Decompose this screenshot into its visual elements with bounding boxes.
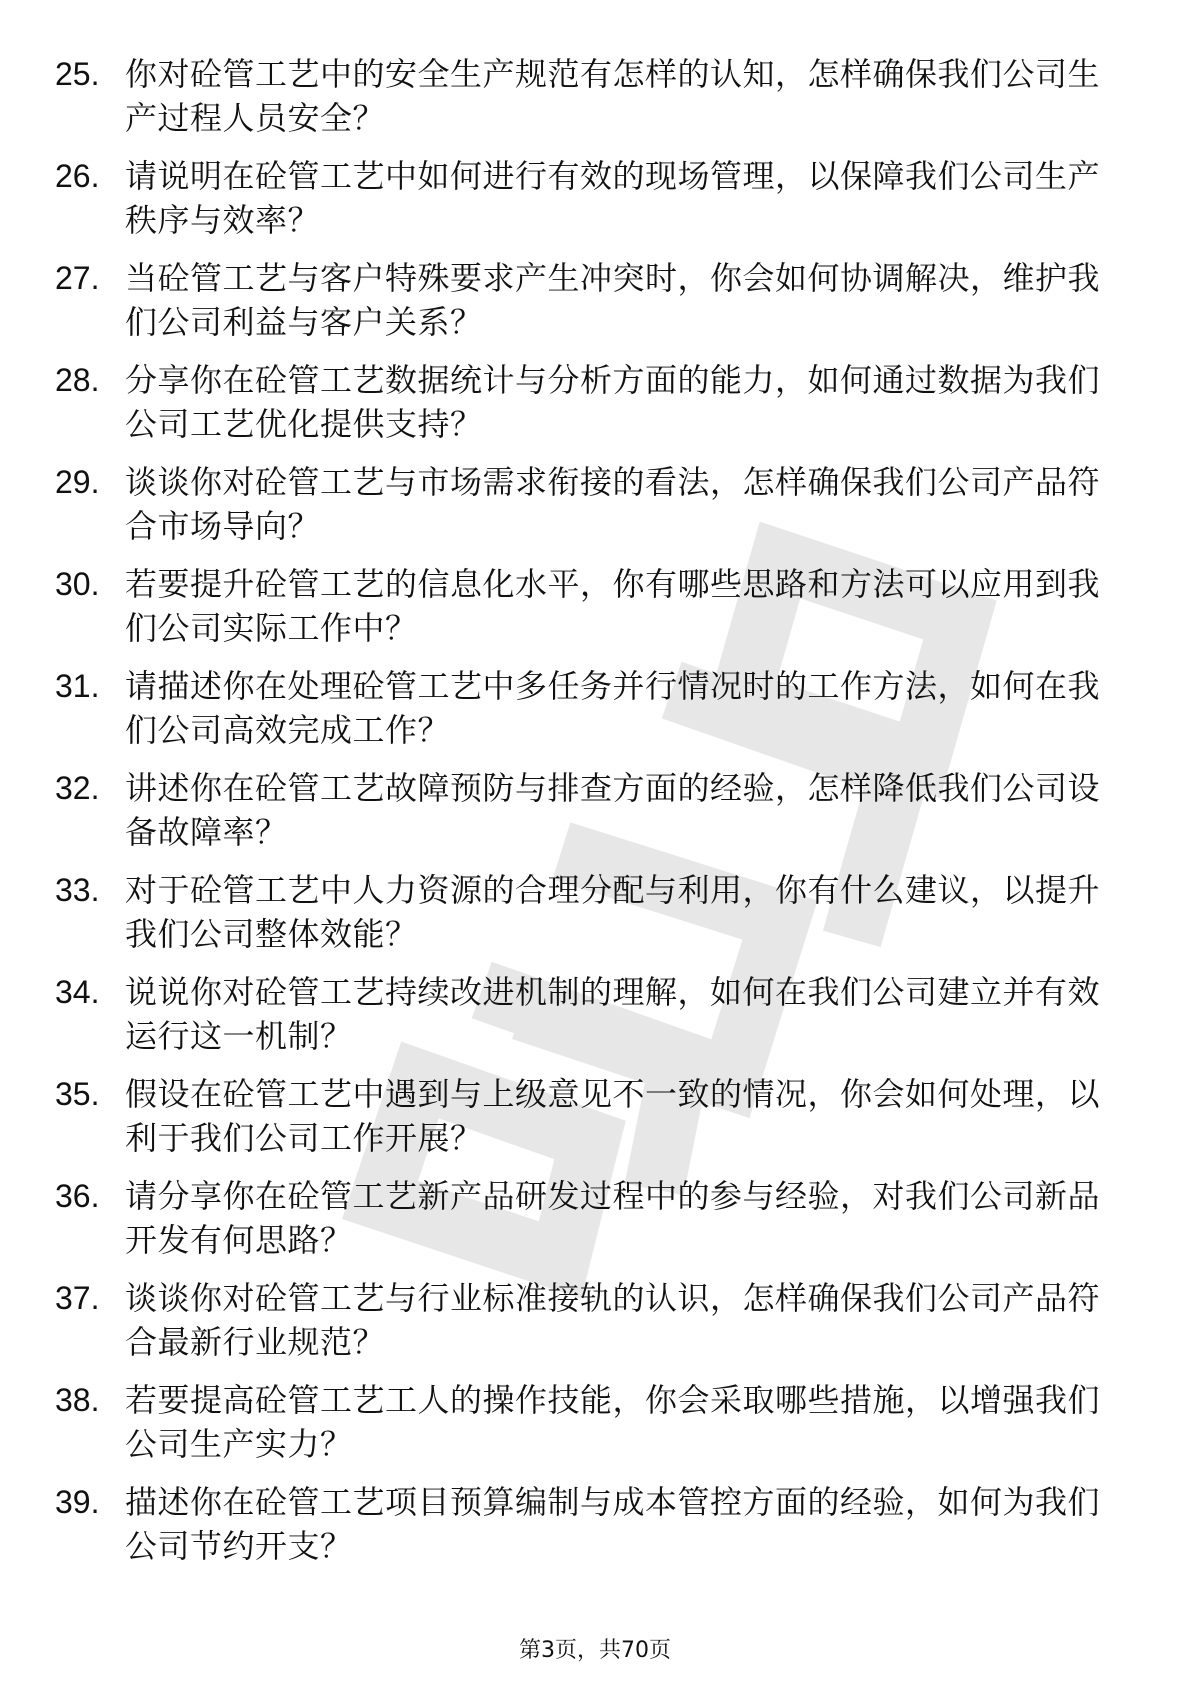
list-item xyxy=(55,970,1125,1072)
list-item xyxy=(55,256,1125,358)
list-item xyxy=(55,358,1125,460)
list-item xyxy=(55,868,1125,970)
page-number-footer: 第3页，共70页 xyxy=(519,1638,671,1663)
question-text: 请描述你在处理砼管工艺中多任务并行情况时的工作方法，如何在我们公司高效完成工作？ xyxy=(125,667,1101,749)
question-text: 谈谈你对砼管工艺与行业标准接轨的认识，怎样确保我们公司产品符合最新行业规范？ xyxy=(125,1279,1101,1361)
question-number: 31. xyxy=(55,668,100,704)
question-text: 说说你对砼管工艺持续改进机制的理解，如何在我们公司建立并有效运行这一机制？ xyxy=(125,973,1101,1055)
question-text: 当砼管工艺与客户特殊要求产生冲突时，你会如何协调解决，维护我们公司利益与客户关系？ xyxy=(125,259,1101,341)
list-item xyxy=(55,52,1125,154)
question-number: 29. xyxy=(55,464,100,500)
list-item xyxy=(55,766,1125,868)
question-number: 37. xyxy=(55,1280,100,1316)
question-text: 你对砼管工艺中的安全生产规范有怎样的认知，怎样确保我们公司生产过程人员安全？ xyxy=(125,55,1101,137)
question-number: 27. xyxy=(55,260,100,296)
question-number: 28. xyxy=(55,362,100,398)
question-text: 描述你在砼管工艺项目预算编制与成本管控方面的经验，如何为我们公司节约开支？ xyxy=(125,1483,1101,1565)
question-number: 32. xyxy=(55,770,100,806)
list-item xyxy=(55,1480,1125,1582)
question-number: 34. xyxy=(55,974,100,1010)
question-text: 对于砼管工艺中人力资源的合理分配与利用，你有什么建议，以提升我们公司整体效能？ xyxy=(125,871,1101,953)
list-item xyxy=(55,460,1125,562)
list-item xyxy=(55,562,1125,664)
list-item xyxy=(55,1378,1125,1480)
list-item xyxy=(55,1174,1125,1276)
question-number: 36. xyxy=(55,1178,100,1214)
list-item xyxy=(55,154,1125,256)
question-text: 若要提升砼管工艺的信息化水平，你有哪些思路和方法可以应用到我们公司实际工作中？ xyxy=(125,565,1101,647)
question-text: 请说明在砼管工艺中如何进行有效的现场管理，以保障我们公司生产秩序与效率？ xyxy=(125,157,1101,239)
question-text: 假设在砼管工艺中遇到与上级意见不一致的情况，你会如何处理，以利于我们公司工作开展？ xyxy=(125,1075,1101,1157)
question-number: 33. xyxy=(55,872,100,908)
question-text: 若要提高砼管工艺工人的操作技能，你会采取哪些措施，以增强我们公司生产实力？ xyxy=(125,1381,1101,1463)
list-item xyxy=(55,664,1125,766)
question-text: 讲述你在砼管工艺故障预防与排查方面的经验，怎样降低我们公司设备故障率？ xyxy=(125,769,1101,851)
question-text: 谈谈你对砼管工艺与市场需求衔接的看法，怎样确保我们公司产品符合市场导向？ xyxy=(125,463,1101,545)
question-number: 39. xyxy=(55,1484,100,1520)
question-number: 26. xyxy=(55,158,100,194)
list-item xyxy=(55,1072,1125,1174)
question-text: 请分享你在砼管工艺新产品研发过程中的参与经验，对我们公司新品开发有何思路？ xyxy=(125,1177,1101,1259)
question-number: 35. xyxy=(55,1076,100,1112)
question-number: 25. xyxy=(55,56,100,92)
question-list xyxy=(55,52,1125,1582)
question-number: 38. xyxy=(55,1382,100,1418)
question-text: 分享你在砼管工艺数据统计与分析方面的能力，如何通过数据为我们公司工艺优化提供支持？ xyxy=(125,361,1101,443)
question-number: 30. xyxy=(55,566,100,602)
list-item xyxy=(55,1276,1125,1378)
